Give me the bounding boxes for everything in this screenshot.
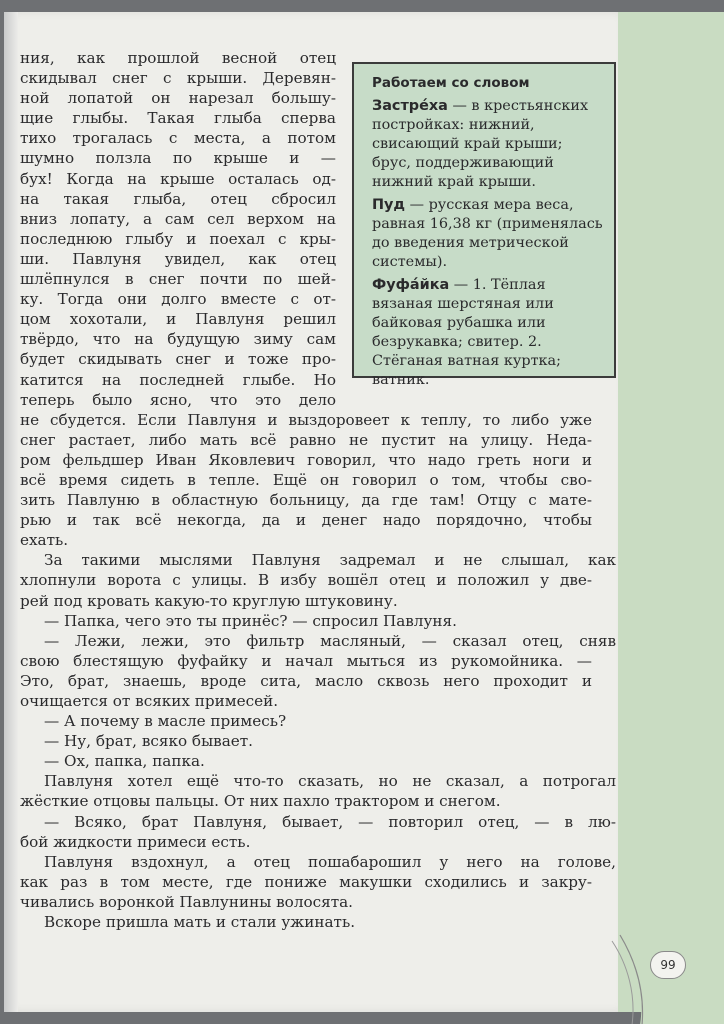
- text-line: цом хохотали, и Павлуня решил: [20, 310, 336, 329]
- vocabulary-box: [352, 62, 616, 388]
- vocab-term: Фуфа́йка: [372, 277, 450, 293]
- text-line: жёсткие отцовы пальцы. От них пахло трактором и снегом.: [20, 792, 501, 811]
- text-line: ром фельдшер Иван Яковлевич говорил, что надо греть ноги и: [20, 450, 592, 469]
- text-line: зить Павлуню в областную больницу, да где там! Отцу с мате-: [20, 491, 592, 510]
- text-line: последнюю глыбу и поехал с кры-: [20, 229, 336, 248]
- text-line: — А почему в масле примесь?: [44, 712, 287, 731]
- text-line: — Ох, папка, папка.: [44, 752, 205, 771]
- text-line: ния, как прошлой весной отец: [20, 49, 336, 67]
- text-line: бой жидкости примеси есть.: [20, 832, 251, 851]
- text-line: За такими мыслями Павлуня задремал и не слышал, как: [44, 551, 616, 570]
- text-line: не сбудется. Если Павлуня и выздоровеет к теплу, то либо уже: [20, 410, 592, 429]
- text-line: щие глыбы. Такая глыба сперва: [20, 109, 336, 128]
- text-line: всё время сидеть в тепле. Ещё он говорил о том, чтобы сво-: [20, 470, 592, 489]
- text-line: будет скидывать снег и тоже про-: [20, 350, 336, 369]
- green-margin-strip: [618, 12, 724, 1012]
- text-line: шлёпнулся в снег почти по шей-: [20, 270, 336, 289]
- text-line: ной лопатой он нарезал большу-: [20, 89, 336, 108]
- text-line: Вскоре пришла мать и стали ужинать.: [44, 913, 356, 932]
- vocab-entry-fufaika: [372, 276, 604, 390]
- text-line: бух! Когда на крыше осталась од-: [20, 169, 336, 188]
- text-line: рей под кровать какую-то круглую штуковину.: [20, 591, 398, 610]
- text-line: рью и так всё некогда, да и денег надо порядочно, чтобы: [20, 511, 592, 530]
- text-line: хлопнули ворота с улицы. В избу вошёл отец и положил у две-: [20, 571, 592, 590]
- text-line: — Лежи, лежи, это фильтр масляный, — сказал отец, сняв: [44, 631, 616, 650]
- vocab-term: Пуд: [372, 197, 406, 213]
- text-line: — Папка, чего это ты принёс? — спросил Павлуня.: [44, 611, 457, 630]
- vocab-definition: — 1. Тёплая вязаная шерстяная или байковая рубашка или безрукавка; свитер. 2. Стёганая ватная куртка; ватник.: [372, 277, 561, 388]
- text-line: свою блестящую фуфайку и начал мыться из рукомойника. —: [20, 651, 592, 670]
- page-number: 99: [650, 951, 686, 979]
- text-line: тихо трогалась с места, а потом: [20, 129, 336, 148]
- text-line: теперь было ясно, что это дело: [20, 390, 336, 409]
- text-line: ку. Тогда они долго вместе с от-: [20, 290, 336, 309]
- text-continuation: [20, 410, 600, 551]
- vocab-definition: — русская мера веса, равная 16,38 кг (применялась до введения метрической системы).: [372, 197, 603, 270]
- text-line: — Ну, брат, всяко бывает.: [44, 732, 253, 751]
- text-line: — Всяко, брат Павлуня, бывает, — повторил отец, — в лю-: [44, 812, 616, 831]
- text-line: Павлуня хотел ещё что-то сказать, но не сказал, а потрогал: [44, 772, 616, 791]
- text-line: снег растает, либо мать всё равно не пустит на улицу. Неда-: [20, 430, 592, 449]
- vocab-entry-pud: [372, 196, 604, 272]
- text-line: вниз лопату, а сам сел верхом на: [20, 209, 336, 228]
- text-line: твёрдо, что на будущую зиму сам: [20, 330, 336, 349]
- text-line: Это, брат, знаешь, вроде сита, масло сквозь него проходит и: [20, 671, 592, 690]
- vocabulary-title: Работаем со словом: [372, 75, 530, 91]
- vocab-entry-zastreha: [372, 97, 604, 192]
- text-line: как раз в том месте, где пониже макушки сходились и закру-: [20, 872, 592, 891]
- text-line: катится на последней глыбе. Но: [20, 370, 336, 389]
- text-line: на такая глыба, отец сбросил: [20, 189, 336, 208]
- text-line: скидывал снег с крыши. Деревян-: [20, 69, 336, 88]
- text-line: ехать.: [20, 531, 69, 550]
- vocab-term: Застре́ха: [372, 98, 448, 114]
- text-line: Павлуня вздохнул, а отец пошабарошил у него на голове,: [44, 852, 616, 871]
- page-spine-shadow: [4, 12, 18, 1012]
- story-paragraphs: [20, 550, 616, 932]
- vocab-definition: — в крестьянских постройках: нижний, свисающий край крыши; брус, поддерживающий нижний край крыши.: [372, 98, 589, 190]
- text-line: шумно ползла по крыше и —: [20, 149, 336, 168]
- text-line: ши. Павлуня увидел, как отец: [20, 249, 336, 268]
- text-line: очищается от всяких примесей.: [20, 692, 279, 710]
- text-line: чивались воронкой Павлунины волосята.: [20, 892, 353, 911]
